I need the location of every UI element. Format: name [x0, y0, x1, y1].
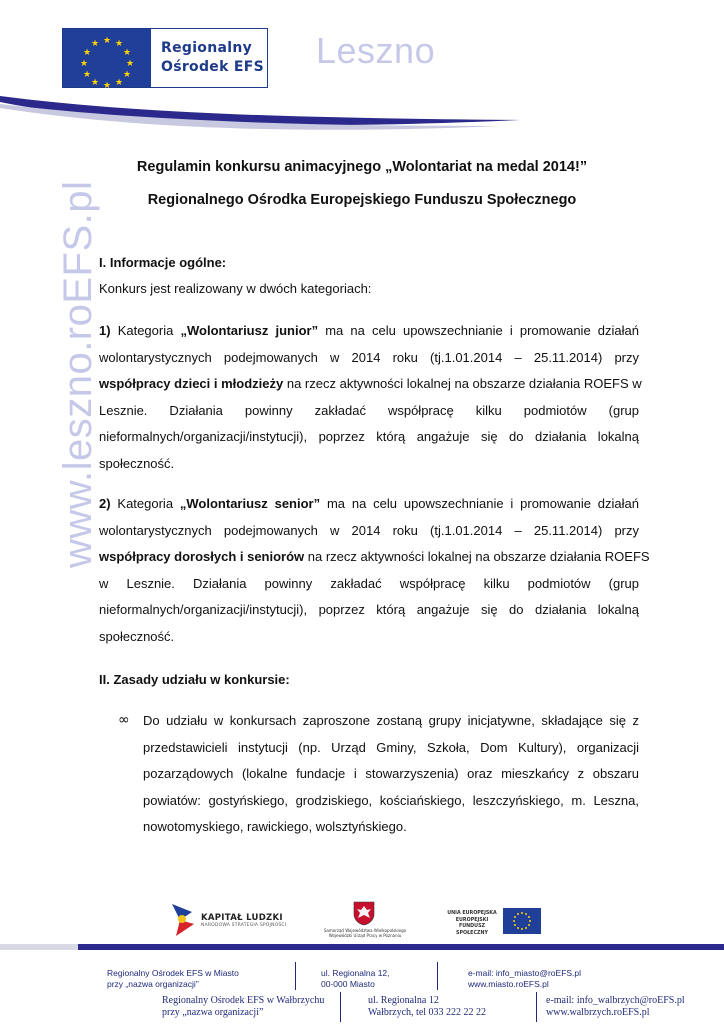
section1-heading: I. Informacje ogólne: [99, 255, 227, 270]
senior-num: 2) [99, 496, 111, 511]
senior-paragraph [99, 491, 650, 650]
footer-email-link[interactable]: e-mail: info_miasto@roEFS.pl [468, 968, 582, 978]
junior-name: „Wolontariusz junior” [180, 323, 319, 338]
eu-flag-icon: ★ ★ ★ ★ ★ ★ ★ ★ ★ ★ ★ ★ [63, 29, 151, 87]
footer-bar-blue [78, 944, 724, 950]
infinity-bullet-icon: ∞ [118, 712, 130, 728]
kapital-ludzki-logo [201, 913, 286, 928]
footer-addr2: 00-000 Miasto [321, 979, 375, 989]
ue-line2: EUROPEJSKI [455, 917, 489, 923]
senior-l5: nieformalnych/organizacji/instytucji), poprzez którą angażuje się do działania lokalną [99, 602, 639, 617]
footer-email-link[interactable]: e-mail: info_walbrzych@roEFS.pl [546, 995, 685, 1006]
ue-line3: FUNDUSZ SPOŁECZNY [456, 924, 488, 936]
senior-l2: wolontarystycznych podejmowanych w 2014 roku (tj.1.01.2014 – 25.11.2014) przy [99, 522, 639, 538]
footer-divider [295, 962, 296, 990]
kapital-ludzki-icon [170, 902, 196, 938]
doc-title-line2: Regionalnego Ośrodka Europejskiego Funduszu Społecznego [147, 192, 577, 208]
footer-contact-miasto[interactable] [468, 968, 581, 990]
header-swoosh [0, 96, 520, 136]
eu-flag-small-icon [503, 908, 541, 934]
footer-www-link[interactable]: www.miasto.roEFS.pl [468, 979, 549, 989]
junior-l5: nieformalnych/organizacji/instytucji), poprzez którą angażuje się do działania lokalną [99, 429, 639, 444]
senior-l3: na rzecz aktywności lokalnej na obszarze działania ROEFS [304, 549, 650, 564]
ue-line1: UNIA EUROPEJSKA [447, 911, 497, 916]
junior-pre: Kategoria [110, 323, 181, 338]
bullet-line: pozarządowych (lokalne fundacje i stowarzyszenia) oraz mieszkańcy z obszaru [143, 766, 639, 781]
crest-caption [322, 928, 408, 938]
footer-contact-walbrzych[interactable] [546, 995, 685, 1019]
footer-org1: Regionalny Ośrodek EFS w Wałbrzychu [162, 995, 325, 1006]
intro-text: Konkurs jest realizowany w dwóch kategoriach: [99, 281, 372, 296]
footer-org2: przy „nazwa organizacji” [107, 979, 199, 989]
vertical-url-watermark: www.leszno.roEFS.pl [56, 180, 100, 568]
bullet-paragraph [143, 708, 639, 841]
ue-efs-label [443, 911, 501, 937]
junior-l3: na rzecz aktywności lokalnej na obszarze działania ROEFS w [283, 376, 642, 391]
junior-l6: społeczność. [99, 455, 175, 471]
crest-caption-line1: Samorząd Województwa Wielkopolskiego [323, 928, 407, 933]
footer-org1: Regionalny Ośrodek EFS w Miasto [107, 968, 239, 978]
senior-name: „Wolontariusz senior” [179, 496, 321, 511]
junior-num: 1) [99, 323, 111, 338]
footer-divider [536, 992, 537, 1022]
crest-caption-line2: Wojewódzki Urząd Pracy w Poznaniu [328, 933, 402, 938]
footer-org-miasto [107, 968, 239, 990]
junior-l4: Lesznie. Działania powinny zakładać współpracę kilku podmiotów (grup [99, 402, 639, 418]
bullet-line: powiatów: gostyńskiego, grodziskiego, kościańskiego, leszczyńskiego, m. Leszna, [143, 792, 639, 808]
city-name: Leszno [316, 30, 436, 71]
bullet-line: nowotomyskiego, rawickiego, wolsztyńskiego. [143, 819, 407, 834]
junior-paragraph [99, 318, 642, 477]
wielkopolska-crest-icon [351, 900, 377, 926]
bullet-line: Do udziału w konkursach zaproszone zostaną grupy inicjatywne, składające się z [143, 713, 639, 728]
footer-divider [437, 962, 438, 990]
footer-divider [340, 992, 341, 1022]
bullet-line: przedstawicieli instytucji (np. Urząd Gminy, Szkoła, Dom Kultury), organizacji [143, 739, 639, 755]
senior-pre: Kategoria [110, 496, 180, 511]
logo-line2: Ośrodek EFS [161, 59, 264, 75]
section2-heading: II. Zasady udziału w konkursie: [99, 672, 290, 687]
footer-www-link[interactable]: www.walbrzych.roEFS.pl [546, 1007, 650, 1018]
footer-addr-walbrzych [368, 995, 486, 1019]
logo-line1: Regionalny [161, 40, 253, 56]
footer-addr2: Wałbrzych, tel 033 222 22 22 [368, 1007, 487, 1018]
junior-l3-bold: współpracy dzieci i młodzieży [99, 376, 284, 391]
senior-l4: w Lesznie. Działania powinny zakładać współpracę kilku podmiotów (grup [99, 575, 639, 591]
footer-addr1: ul. Regionalna 12 [368, 995, 439, 1006]
roefs-logo [62, 28, 268, 88]
footer-org2: przy „nazwa organizacji” [162, 1007, 264, 1018]
senior-l1: ma na celu upowszechnianie i promowanie działań [320, 496, 639, 511]
footer-addr-miasto [321, 968, 390, 990]
kl-title: KAPITAŁ LUDZKI [201, 913, 283, 923]
footer-addr1: ul. Regionalna 12, [321, 968, 390, 978]
section1-intro [99, 276, 639, 303]
senior-l3-bold: współpracy dorosłych i seniorów [99, 549, 305, 564]
senior-l6: społeczność. [99, 628, 175, 644]
junior-l1: ma na celu upowszechnianie i promowanie działań [318, 323, 639, 338]
kl-subtitle: NARODOWA STRATEGIA SPÓJNOŚCI [201, 923, 287, 928]
footer-org-walbrzych [162, 995, 324, 1019]
doc-title-line1: Regulamin konkursu animacyjnego „Wolontariat na medal 2014!” [136, 159, 588, 175]
junior-l2: wolontarystycznych podejmowanych w 2014 roku (tj.1.01.2014 – 25.11.2014) przy [99, 349, 639, 365]
